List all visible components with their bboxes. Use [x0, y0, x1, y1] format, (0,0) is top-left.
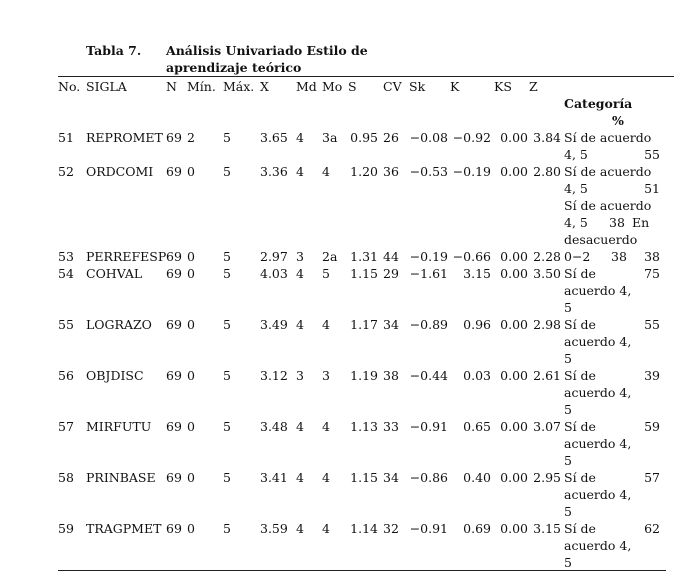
cell-sigla: ORDCOMI [86, 164, 154, 179]
cell-md: 4 [296, 521, 304, 536]
cell-ks: 0.00 [500, 164, 528, 179]
cell-cv: 38 [383, 368, 399, 383]
cell-cv: 34 [383, 317, 399, 332]
cell-categoria: acuerdo 4, [564, 334, 632, 349]
cell-k: −0.66 [452, 249, 491, 264]
cell-md: 4 [296, 470, 304, 485]
cell-x: 3.65 [260, 130, 288, 145]
cell-categoria: Sí de acuerdo [564, 198, 652, 213]
cell-s: 1.14 [350, 521, 378, 536]
cell-mo: 4 [322, 317, 330, 332]
cell-sigla: TRAGPMET [86, 521, 162, 536]
cell-mo: 4 [322, 419, 330, 434]
header-mo: Mo [322, 79, 343, 94]
cell-cv: 32 [383, 521, 399, 536]
cell-n: 69 [166, 368, 182, 383]
header-sigla: SIGLA [86, 79, 127, 94]
cell-s: 1.19 [350, 368, 378, 383]
cell-k: −0.19 [452, 164, 491, 179]
cell-pct: 75 [644, 266, 660, 281]
cell-ks: 0.00 [500, 521, 528, 536]
cell-ks: 0.00 [500, 470, 528, 485]
cell-mo: 3a [322, 130, 338, 145]
cell-pct: 39 [644, 368, 660, 383]
cell-no: 53 [58, 249, 74, 264]
cell-categoria: Sí de acuerdo [564, 164, 652, 179]
cell-k: −0.92 [452, 130, 491, 145]
table-title-line1: Análisis Univariado Estilo de [166, 43, 368, 58]
table-title-line2: aprendizaje teórico [166, 60, 302, 75]
cell-categoria: acuerdo 4, [564, 538, 632, 553]
cell-s: 0.95 [350, 130, 378, 145]
cell-sk: −0.86 [409, 470, 448, 485]
cell-no: 55 [58, 317, 74, 332]
table-label: Tabla 7. [86, 43, 142, 58]
cell-z: 2.61 [533, 368, 561, 383]
bottom-rule [58, 570, 666, 571]
cell-no: 56 [58, 368, 74, 383]
cell-sigla: LOGRAZO [86, 317, 152, 332]
cell-max: 5 [223, 130, 231, 145]
cell-x: 2.97 [260, 249, 288, 264]
cell-cv: 33 [383, 419, 399, 434]
cell-cv: 44 [383, 249, 399, 264]
cell-x: 4.03 [260, 266, 288, 281]
cell-n: 69 [166, 419, 182, 434]
cell-max: 5 [223, 470, 231, 485]
cell-max: 5 [223, 164, 231, 179]
cell-z: 2.28 [533, 249, 561, 264]
cell-categoria: desacuerdo [564, 232, 638, 247]
cell-x: 3.12 [260, 368, 288, 383]
cell-k: 3.15 [463, 266, 491, 281]
cell-ks: 0.00 [500, 317, 528, 332]
cell-pct: 38 [644, 249, 660, 264]
cell-max: 5 [223, 368, 231, 383]
cell-sk: −0.19 [409, 249, 448, 264]
cell-categoria: 5 [564, 300, 572, 315]
cell-min: 2 [187, 130, 195, 145]
cell-n: 69 [166, 130, 182, 145]
cell-min: 0 [187, 317, 195, 332]
cell-pct: 62 [644, 521, 660, 536]
cell-sigla: COHVAL [86, 266, 143, 281]
header-pct: % [612, 113, 624, 128]
cell-categoria: acuerdo 4, [564, 385, 632, 400]
cell-categoria: 5 [564, 555, 572, 570]
cell-categoria: 4, 5 [564, 147, 588, 162]
header-n: N [166, 79, 177, 94]
cell-mo: 4 [322, 521, 330, 536]
cell-categoria: acuerdo 4, [564, 436, 632, 451]
cell-ks: 0.00 [500, 266, 528, 281]
cell-z: 3.84 [533, 130, 561, 145]
cell-z: 3.50 [533, 266, 561, 281]
cell-max: 5 [223, 521, 231, 536]
cell-z: 2.80 [533, 164, 561, 179]
header-min: Mín. [187, 79, 216, 94]
cell-x: 3.41 [260, 470, 288, 485]
cell-min: 0 [187, 419, 195, 434]
cell-pct: 57 [644, 470, 660, 485]
cell-categoria: 5 [564, 453, 572, 468]
cell-categoria: 5 [564, 351, 572, 366]
header-x: X [260, 79, 269, 94]
cell-no: 52 [58, 164, 74, 179]
cell-md: 4 [296, 130, 304, 145]
cell-pct: 51 [644, 181, 660, 196]
cell-md: 4 [296, 266, 304, 281]
cell-categoria: Sí de acuerdo [564, 130, 652, 145]
cell-sk: −0.89 [409, 317, 448, 332]
cell-k: 0.03 [463, 368, 491, 383]
cell-sigla: MIRFUTU [86, 419, 152, 434]
cell-min: 0 [187, 470, 195, 485]
header-z: Z [529, 79, 538, 94]
cell-categoria: acuerdo 4, [564, 487, 632, 502]
cell-sk: −0.08 [409, 130, 448, 145]
cell-min: 0 [187, 164, 195, 179]
cell-sk: −0.91 [409, 419, 448, 434]
cell-s: 1.15 [350, 266, 378, 281]
cell-ks: 0.00 [500, 130, 528, 145]
header-max: Máx. [223, 79, 255, 94]
cell-md: 3 [296, 368, 304, 383]
cell-x: 3.48 [260, 419, 288, 434]
cell-categoria-extra: En [632, 215, 650, 230]
cell-no: 54 [58, 266, 74, 281]
cell-z: 3.15 [533, 521, 561, 536]
cell-pct: 55 [644, 317, 660, 332]
cell-max: 5 [223, 266, 231, 281]
cell-categoria: Sí de [564, 266, 596, 281]
cell-categoria: 4, 5 [564, 215, 588, 230]
cell-k: 0.65 [463, 419, 491, 434]
header-ks: KS [494, 79, 512, 94]
cell-min: 0 [187, 249, 195, 264]
cell-categoria: Sí de [564, 317, 596, 332]
cell-s: 1.15 [350, 470, 378, 485]
cell-k: 0.69 [463, 521, 491, 536]
cell-cv: 34 [383, 470, 399, 485]
cell-s: 1.13 [350, 419, 378, 434]
cell-mo: 4 [322, 470, 330, 485]
cell-ks: 0.00 [500, 249, 528, 264]
cell-min: 0 [187, 266, 195, 281]
cell-n: 69 [166, 164, 182, 179]
header-cv: CV [383, 79, 402, 94]
cell-ks: 0.00 [500, 419, 528, 434]
cell-max: 5 [223, 249, 231, 264]
cell-k: 0.40 [463, 470, 491, 485]
cell-sk: −0.91 [409, 521, 448, 536]
cell-n: 69 [166, 266, 182, 281]
header-sk: Sk [409, 79, 426, 94]
cell-n: 69 [166, 317, 182, 332]
header-no: No. [58, 79, 81, 94]
cell-min: 0 [187, 521, 195, 536]
cell-sigla: PRINBASE [86, 470, 156, 485]
cell-categoria: acuerdo 4, [564, 283, 632, 298]
cell-x: 3.36 [260, 164, 288, 179]
cell-categoria: 5 [564, 504, 572, 519]
cell-n: 69 [166, 521, 182, 536]
cell-mo: 3 [322, 368, 330, 383]
cell-z: 2.95 [533, 470, 561, 485]
cell-n: 69 [166, 249, 182, 264]
cell-categoria: 4, 5 [564, 181, 588, 196]
cell-categoria: Sí de [564, 368, 596, 383]
cell-pct: 59 [644, 419, 660, 434]
cell-md: 4 [296, 419, 304, 434]
cell-mo: 5 [322, 266, 330, 281]
cell-min: 0 [187, 368, 195, 383]
cell-no: 58 [58, 470, 74, 485]
cell-cv: 36 [383, 164, 399, 179]
cell-s: 1.17 [350, 317, 378, 332]
cell-pct: 38 [611, 249, 627, 264]
cell-max: 5 [223, 419, 231, 434]
cell-md: 3 [296, 249, 304, 264]
cell-sigla: OBJDISC [86, 368, 144, 383]
cell-pct: 55 [644, 147, 660, 162]
cell-ks: 0.00 [500, 368, 528, 383]
header-md: Md [296, 79, 317, 94]
cell-sk: −1.61 [409, 266, 448, 281]
cell-no: 59 [58, 521, 74, 536]
cell-z: 3.07 [533, 419, 561, 434]
cell-sigla: PERREFESP [86, 249, 167, 264]
cell-sk: −0.44 [409, 368, 448, 383]
cell-s: 1.20 [350, 164, 378, 179]
cell-md: 4 [296, 164, 304, 179]
cell-categoria: Sí de [564, 419, 596, 434]
top-rule [58, 76, 674, 77]
cell-x: 3.59 [260, 521, 288, 536]
cell-x: 3.49 [260, 317, 288, 332]
cell-md: 4 [296, 317, 304, 332]
cell-cv: 26 [383, 130, 399, 145]
cell-sigla: REPROMET [86, 130, 163, 145]
cell-sk: −0.53 [409, 164, 448, 179]
cell-k: 0.96 [463, 317, 491, 332]
header-categoria: Categoría [564, 96, 633, 111]
cell-s: 1.31 [350, 249, 378, 264]
cell-categoria: 0−2 [564, 249, 591, 264]
cell-cv: 29 [383, 266, 399, 281]
cell-n: 69 [166, 470, 182, 485]
cell-categoria: 5 [564, 402, 572, 417]
cell-no: 57 [58, 419, 74, 434]
cell-categoria: Sí de [564, 470, 596, 485]
cell-z: 2.98 [533, 317, 561, 332]
header-s: S [348, 79, 357, 94]
cell-mo: 2a [322, 249, 338, 264]
header-k: K [450, 79, 460, 94]
cell-pct: 38 [609, 215, 625, 230]
cell-max: 5 [223, 317, 231, 332]
cell-categoria: Sí de [564, 521, 596, 536]
cell-mo: 4 [322, 164, 330, 179]
cell-no: 51 [58, 130, 74, 145]
